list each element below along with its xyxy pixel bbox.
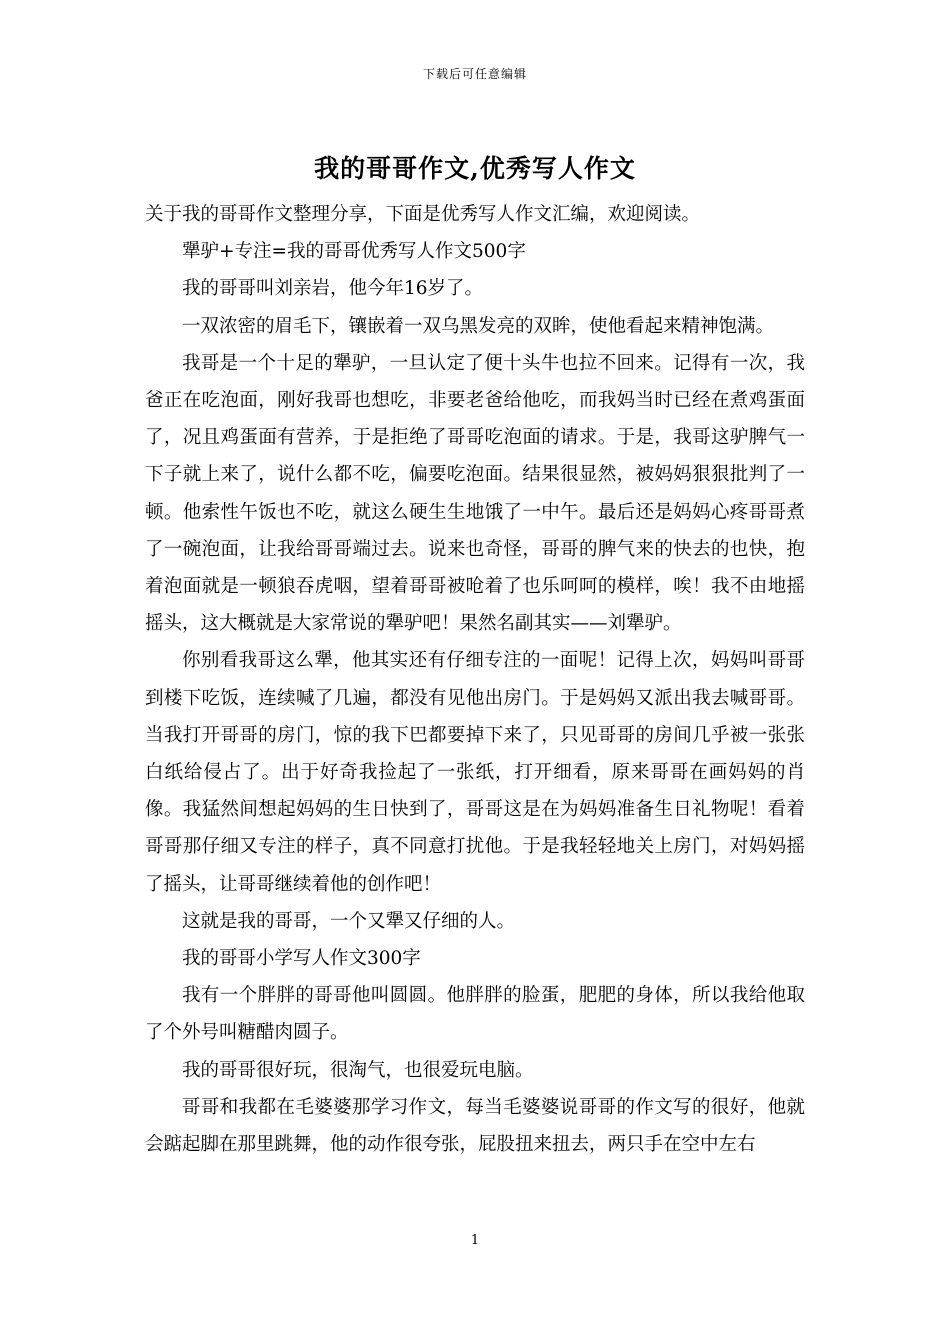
paragraph: 我有一个胖胖的哥哥他叫圆圆。他胖胖的脸蛋，肥肥的身体，所以我给他取了个外号叫糖醋肉圆子。 bbox=[145, 985, 805, 1044]
paragraph: 我哥是一个十足的犟驴，一旦认定了便十头牛也拉不回来。记得有一次，我爸正在吃泡面，刚好我哥也想吃，非要老爸给他吃，而我妈当时已经在煮鸡蛋面了，况且鸡蛋面有营养，于是拒绝了哥哥吃泡面的请求。于是，我哥这驴脾气一下子就上来了，说什么都不吃，偏要吃泡面。结果很显然，被妈妈狠狠批判了一顿。他索性午饭也不吃，就这么硬生生地饿了一中午。最后还是妈妈心疼哥哥煮了一碗泡面，让我给哥哥端过去。说来也奇怪，哥哥的脾气来的快去的也快，抱着泡面就是一顿狼吞虎咽，望着哥哥被呛着了也乐呵呵的模样，唉！我不由地摇摇头，这大概就是大家常说的犟驴吧！果然名副其实——刘犟驴。 bbox=[145, 352, 805, 635]
section-heading-essay-300: 我的哥哥小学写人作文300字 bbox=[182, 948, 421, 970]
paragraph: 哥哥和我都在毛婆婆那学习作文，每当毛婆婆说哥哥的作文写的很好，他就会踮起脚在那里跳舞，他的动作很夸张，屁股扭来扭去，两只手在空中左右 bbox=[145, 1096, 805, 1156]
document-body bbox=[145, 196, 805, 1163]
document-title: 我的哥哥作文,优秀写人作文 bbox=[314, 154, 636, 183]
section-heading-essay-500: 犟驴+专注=我的哥哥优秀写人作文500字 bbox=[182, 241, 526, 263]
paragraph: 你别看我哥这么犟，他其实还有仔细专注的一面呢！记得上次，妈妈叫哥哥到楼下吃饭，连续喊了几遍，都没有见他出房门。于是妈妈又派出我去喊哥哥。当我打开哥哥的房门，惊的我下巴都要掉下来了，只见哥哥的房间几乎被一张张白纸给侵占了。出于好奇我捡起了一张纸，打开细看，原来哥哥在画妈妈的肖像。我猛然间想起妈妈的生日快到了，哥哥这是在为妈妈准备生日礼物呢！看着哥哥那仔细又专注的样子，真不同意打扰他。于是我轻轻地关上房门，对妈妈摇了摇头，让哥哥继续着他的创作吧！ bbox=[145, 650, 805, 895]
paragraph: 我的哥哥很好玩，很淘气，也很爱玩电脑。 bbox=[182, 1059, 534, 1081]
paragraph: 我的哥哥叫刘亲岩，他今年16岁了。 bbox=[182, 278, 484, 300]
paragraph: 这就是我的哥哥，一个又犟又仔细的人。 bbox=[182, 910, 516, 932]
page-number: 1 bbox=[470, 1233, 480, 1248]
header-note: 下载后可任意编辑 bbox=[422, 67, 527, 81]
paragraph-intro: 关于我的哥哥作文整理分享，下面是优秀写人作文汇编，欢迎阅读。 bbox=[145, 204, 701, 225]
paragraph: 一双浓密的眉毛下，镶嵌着一双乌黑发亮的双眸，使他看起来精神饱满。 bbox=[182, 315, 775, 337]
